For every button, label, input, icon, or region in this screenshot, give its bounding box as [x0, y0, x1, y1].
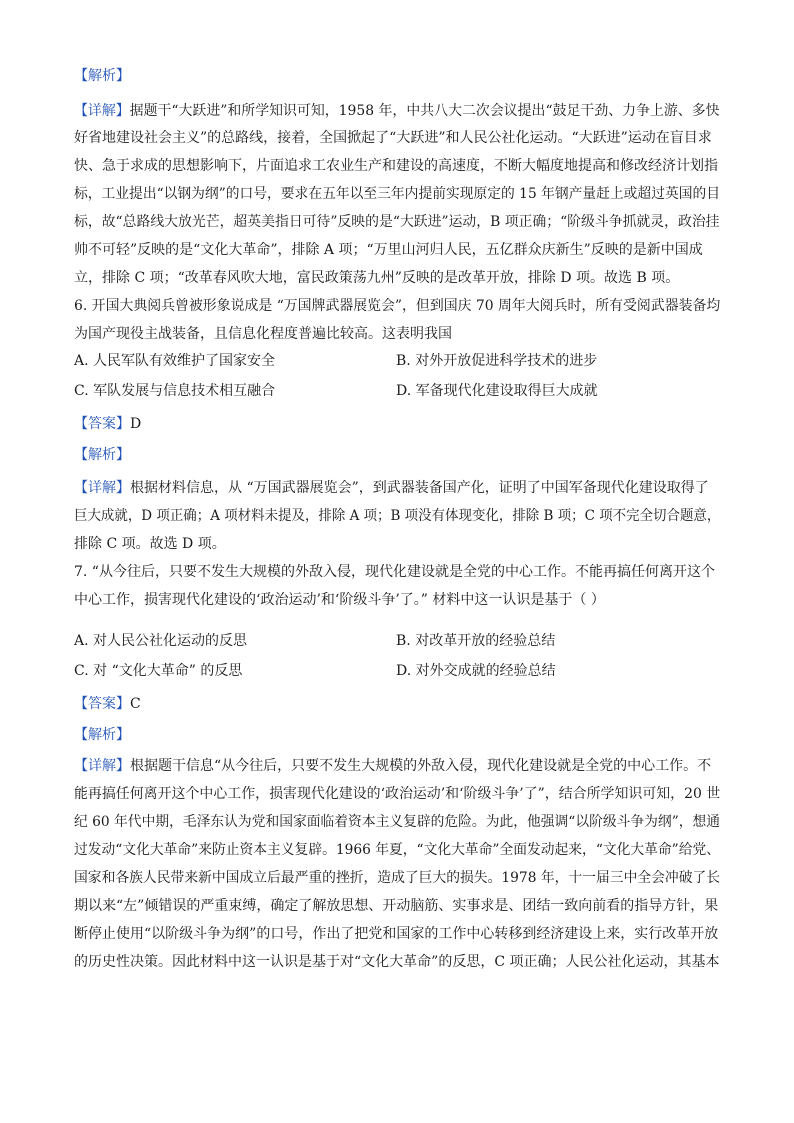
q7-detail-line: 的历史性决策。因此材料中这一认识是基于对“文化大革命”的反思，C 项正确；人民公社化运动，其基本	[74, 954, 720, 970]
question-6-stem: 为国产现役主战装备，且信息化程度普遍比较高。这表明我国	[74, 326, 452, 342]
detail-line: 好省地建设社会主义”的总路线，接着，全国掀起了“大跃进”和人民公社化运动。“大跃进”运动在盲目求	[74, 130, 712, 146]
q6-answer: 【答案】D	[74, 416, 142, 432]
q7-option-b: B. 对改革开放的经验总结	[396, 633, 556, 649]
q6-analysis-heading: 【解析】	[74, 447, 130, 463]
question-7-stem: 中心工作，损害现代化建设的‘政治运动’和‘阶级斗争’了。” 材料中这一认识是基于（ ）	[74, 592, 605, 608]
q7-answer: 【答案】C	[74, 696, 141, 712]
q7-option-c: C. 对 “文化大革命” 的反思	[74, 663, 243, 679]
q7-option-d: D. 对外交成就的经验总结	[396, 663, 556, 679]
detail-line: 帅不可轻”反映的是“文化大革命”，排除 A 项；“万里山河归人民，五亿群众庆新生”反映的是新中国成	[74, 242, 703, 258]
q6-option-a: A. 人民军队有效维护了国家安全	[74, 353, 276, 369]
detail-line: 立，排除 C 项；“改革春风吹大地，富民政策荡九州”反映的是改革开放，排除 D 项。故选 B 项。	[74, 270, 680, 286]
q7-detail-line: 期以来“左”倾错误的严重束缚，确定了解放思想、开动脑筋、实事求是、团结一致向前看的指导方针，果	[74, 898, 719, 914]
q6-detail-line: 【详解】根据材料信息，从 “万国武器展览会”，到武器装备国产化，证明了中国军备现代化建设取得了	[74, 480, 709, 496]
q6-option-d: D. 军备现代化建设取得巨大成就	[396, 383, 598, 399]
q7-detail-line: 断停止使用“以阶级斗争为纲”的口号，作出了把党和国家的工作中心转移到经济建设上来，实行改革开放	[74, 926, 719, 942]
q7-detail-line: 国家和各族人民带来新中国成立后最严重的挫折，造成了巨大的损失。1978 年，十一届三中全会冲破了长	[74, 870, 721, 886]
detail-line: 标，故“总路线大放光芒，超英美指日可待”反映的是“大跃进”运动，B 项正确；“阶级斗争抓就灵，政治挂	[74, 214, 720, 230]
question-6-stem: 6. 开国大典阅兵曾被形象说成是 “万国牌武器展览会”，但到国庆 70 周年大阅兵时，所有受阅武器装备均	[74, 298, 721, 314]
q7-option-a: A. 对人民公社化运动的反思	[74, 633, 248, 649]
q6-detail-line: 排除 C 项。故选 D 项。	[74, 536, 226, 552]
detail-line: 标，工业提出“以钢为纲”的口号，要求在五年以至三年内提前实现原定的 15 年钢产量赶上或超过英国的目	[74, 186, 721, 202]
q7-analysis-heading: 【解析】	[74, 727, 130, 743]
q6-option-b: B. 对外开放促进科学技术的进步	[396, 353, 598, 369]
q6-detail-line: 巨大成就，D 项正确；A 项材料未提及，排除 A 项；B 项没有体现变化，排除 B 项；C 项不完全切合题意，	[74, 508, 721, 524]
q7-detail-line: 过发动“文化大革命”来防止资本主义复辟。1966 年夏，“文化大革命”全面发动起来，“文化大革命”给党、	[74, 842, 721, 858]
q7-detail-line: 能再搞任何离开这个中心工作，损害现代化建设的‘政治运动’和‘阶级斗争’了”，结合所学知识可知，20 世	[74, 786, 721, 802]
q6-option-c: C. 军队发展与信息技术相互融合	[74, 383, 276, 399]
detail-line: 【详解】据题干“大跃进”和所学知识可知，1958 年，中共八大二次会议提出“鼓足干劲、力争上游、多快	[74, 103, 720, 119]
q7-detail-line: 【详解】根据题干信息“从今往后，只要不发生大规模的外敌入侵，现代化建设就是全党的中心工作。不	[74, 758, 712, 774]
detail-line: 快、急于求成的思想影响下，片面追求工农业生产和建设的高速度，不断大幅度地提高和修改经济计划指	[74, 158, 718, 174]
analysis-heading: 【解析】	[74, 68, 130, 84]
question-7-stem: 7. “从今往后，只要不发生大规模的外敌入侵，现代化建设就是全党的中心工作。不能再搞任何离开这个	[74, 564, 715, 580]
q7-detail-line: 纪 60 年代中期，毛泽东认为党和国家面临着资本主义复辟的危险。为此，他强调“以阶级斗争为纲”，想通	[74, 814, 721, 830]
